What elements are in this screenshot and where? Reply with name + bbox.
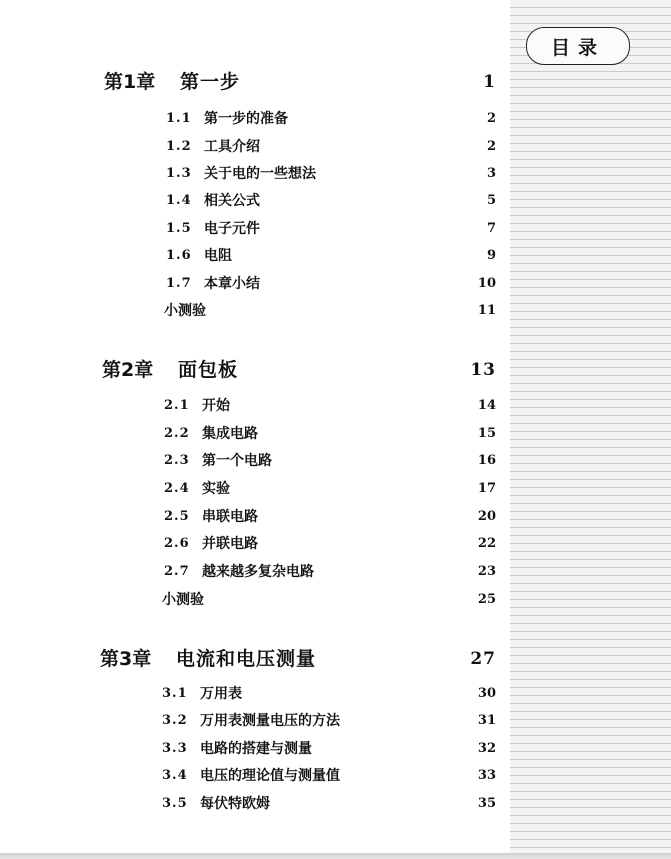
page-number: 11 <box>477 303 496 318</box>
page-number: 7 <box>486 221 496 236</box>
section-number: 2.5 <box>164 509 190 524</box>
section-entry[interactable] <box>0 216 510 242</box>
chapter-label: 第3章 <box>100 648 152 670</box>
page-number: 30 <box>477 686 496 701</box>
section-entry[interactable] <box>0 763 510 789</box>
page-number: 25 <box>477 592 496 607</box>
section-title: 第一个电路 <box>202 453 272 469</box>
section-entry[interactable] <box>0 448 510 474</box>
section-number: 1.7 <box>166 276 192 291</box>
section-number: 3.3 <box>162 741 188 756</box>
section-entry[interactable] <box>0 476 510 502</box>
section-title: 电阻 <box>204 248 232 264</box>
section-number: 3.4 <box>162 768 188 783</box>
page-number: 13 <box>470 360 496 380</box>
page-number: 2 <box>486 139 496 154</box>
quiz-title: 小测验 <box>164 303 206 319</box>
section-number: 3.2 <box>162 713 188 728</box>
section-title: 集成电路 <box>202 426 258 442</box>
section-entry[interactable] <box>0 161 510 187</box>
chapter-1-entry[interactable] <box>0 66 510 98</box>
section-entry[interactable] <box>0 504 510 530</box>
section-number: 1.5 <box>166 221 192 236</box>
section-number: 3.1 <box>162 686 188 701</box>
section-title: 串联电路 <box>202 509 258 525</box>
section-title: 第一步的准备 <box>204 111 288 127</box>
section-number: 2.2 <box>164 426 190 441</box>
page-number: 27 <box>470 649 496 669</box>
section-entry[interactable] <box>0 681 510 707</box>
section-number: 2.3 <box>164 453 190 468</box>
page-number: 2 <box>486 111 496 126</box>
chapter-title: 第一步 <box>180 71 241 93</box>
page-number: 31 <box>477 713 496 728</box>
chapter-title: 电流和电压测量 <box>176 648 317 670</box>
section-number: 3.5 <box>162 796 188 811</box>
section-title: 电路的搭建与测量 <box>200 741 312 757</box>
chapter-label: 第2章 <box>102 359 154 381</box>
chapter-label: 第1章 <box>104 71 156 93</box>
page-number: 32 <box>477 741 496 756</box>
section-title: 万用表测量电压的方法 <box>200 713 340 729</box>
section-entry[interactable] <box>0 736 510 762</box>
page-number: 17 <box>477 481 496 496</box>
chapter-2-entry[interactable] <box>0 354 510 386</box>
section-title: 万用表 <box>200 686 242 702</box>
section-number: 1.3 <box>166 166 192 181</box>
section-entry[interactable] <box>0 188 510 214</box>
section-title: 电子元件 <box>204 221 260 237</box>
quiz-title: 小测验 <box>162 592 204 608</box>
quiz-entry[interactable] <box>0 298 510 324</box>
section-entry[interactable] <box>0 106 510 132</box>
page-number: 16 <box>477 453 496 468</box>
page-number: 15 <box>477 426 496 441</box>
page-number: 1 <box>483 72 496 92</box>
page-number: 20 <box>477 509 496 524</box>
section-title: 电压的理论值与测量值 <box>200 768 340 784</box>
page-number: 14 <box>477 398 496 413</box>
quiz-entry[interactable] <box>0 587 510 613</box>
section-entry[interactable] <box>0 134 510 160</box>
section-title: 相关公式 <box>204 193 260 209</box>
section-title: 并联电路 <box>202 536 258 552</box>
page-number: 3 <box>486 166 496 181</box>
section-number: 2.7 <box>164 564 190 579</box>
section-entry[interactable] <box>0 421 510 447</box>
lined-margin <box>510 0 671 859</box>
section-number: 2.6 <box>164 536 190 551</box>
toc-tab <box>526 27 630 65</box>
page-number: 5 <box>486 193 496 208</box>
page-number: 9 <box>486 248 496 263</box>
section-title: 本章小结 <box>204 276 260 292</box>
section-title: 越来越多复杂电路 <box>202 564 314 580</box>
section-title: 每伏特欧姆 <box>200 796 270 812</box>
section-number: 1.2 <box>166 139 192 154</box>
section-number: 1.6 <box>166 248 192 263</box>
section-entry[interactable] <box>0 559 510 585</box>
page-bottom-edge <box>0 853 671 859</box>
section-entry[interactable] <box>0 243 510 269</box>
page-number: 22 <box>477 536 496 551</box>
section-number: 2.4 <box>164 481 190 496</box>
section-title: 开始 <box>202 398 230 414</box>
section-number: 1.4 <box>166 193 192 208</box>
page-number: 35 <box>477 796 496 811</box>
section-number: 2.1 <box>164 398 190 413</box>
section-title: 关于电的一些想法 <box>204 166 316 182</box>
chapter-title: 面包板 <box>178 359 239 381</box>
section-number: 1.1 <box>166 111 192 126</box>
section-title: 工具介绍 <box>204 139 260 155</box>
section-title: 实验 <box>202 481 230 497</box>
page-number: 10 <box>477 276 496 291</box>
chapter-3-entry[interactable] <box>0 643 510 675</box>
section-entry[interactable] <box>0 791 510 817</box>
section-entry[interactable] <box>0 393 510 419</box>
toc-tab-label: 目录 <box>550 36 605 59</box>
section-entry[interactable] <box>0 708 510 734</box>
section-entry[interactable] <box>0 531 510 557</box>
section-entry[interactable] <box>0 271 510 297</box>
page-number: 23 <box>477 564 496 579</box>
page-number: 33 <box>477 768 496 783</box>
